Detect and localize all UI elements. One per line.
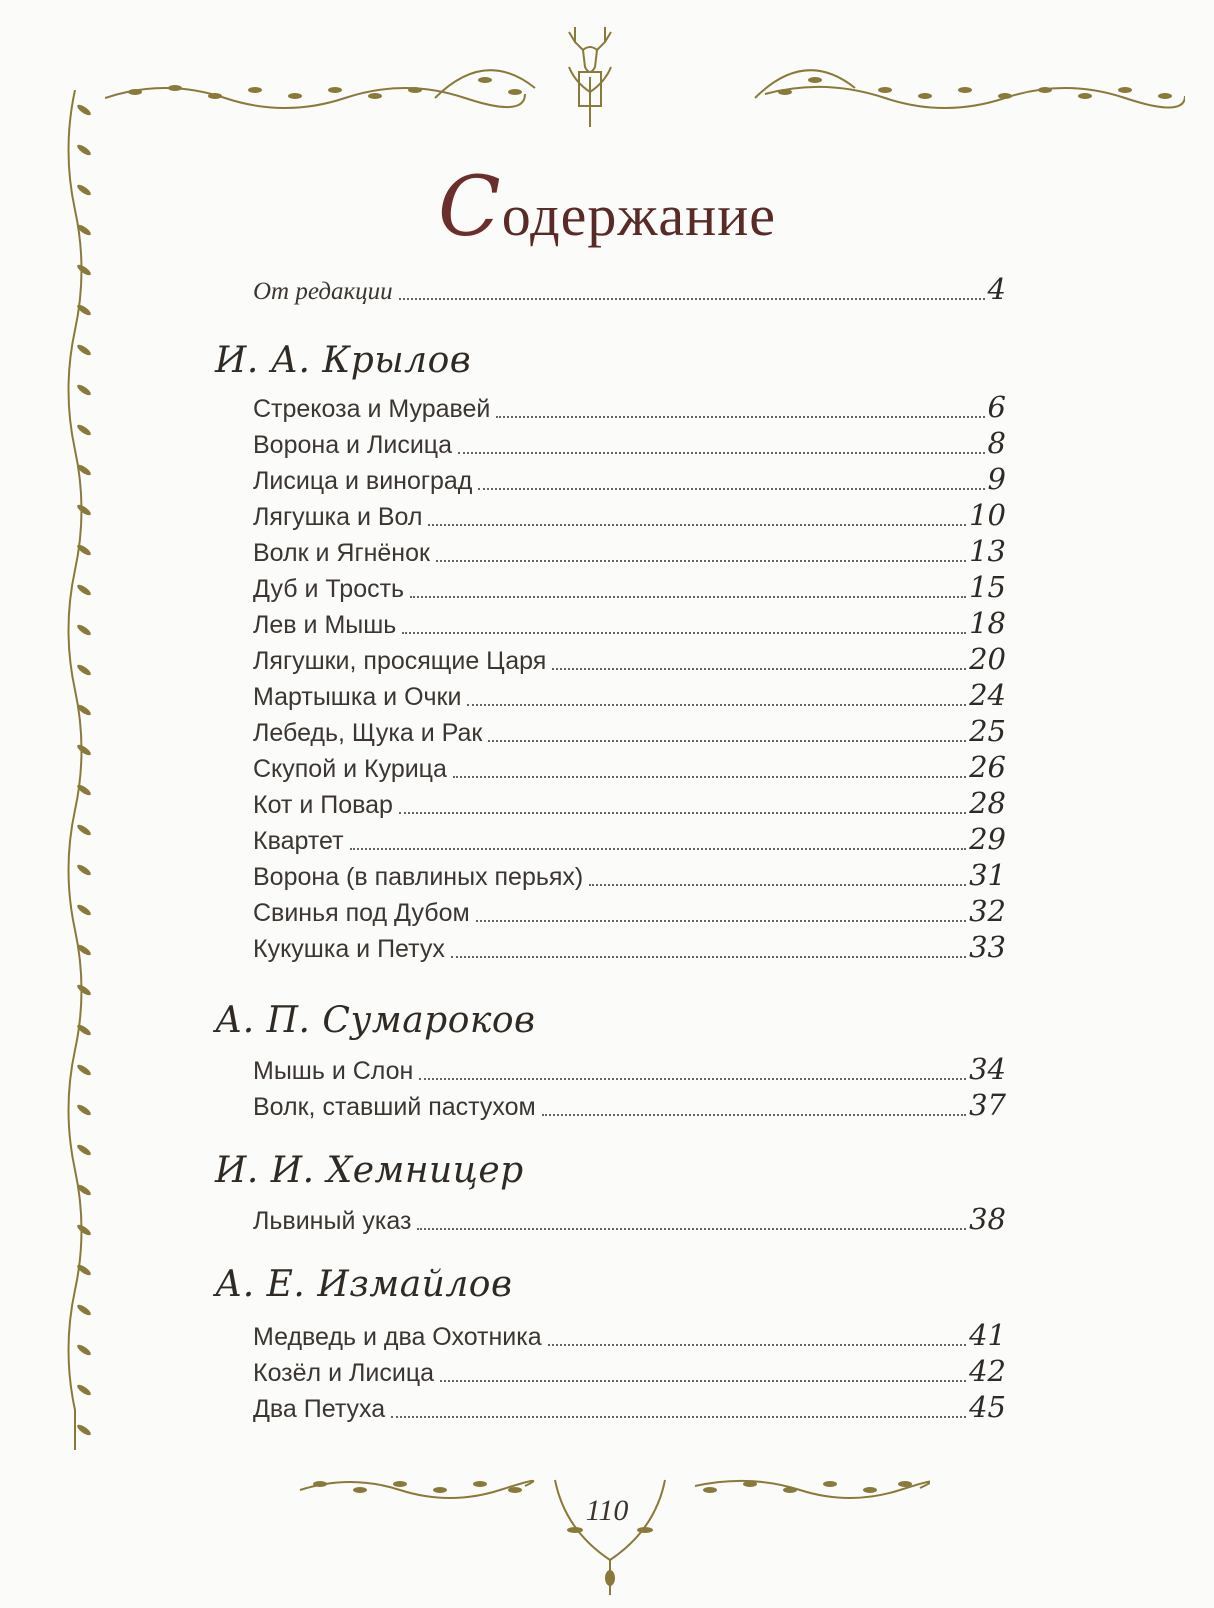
toc-entry-label: Лягушки, просящие Царя [253,647,547,675]
toc-entry[interactable] [253,892,1006,928]
vine-leaf-icon [76,263,93,277]
toc-entry-page: 42 [969,1354,1006,1388]
toc-entry-page: 29 [969,822,1006,856]
vine-leaf-icon [76,623,93,637]
toc-entry-label: Мартышка и Очки [253,683,462,711]
title-rest: одержание [501,183,776,248]
dot-leader [419,1077,966,1080]
dot-leader [548,1343,966,1346]
toc-entry-label: Мышь и Слон [253,1057,414,1085]
toc-entry-page: 13 [969,534,1006,568]
toc-entry[interactable] [253,1352,1006,1388]
dot-leader [552,667,966,670]
dot-leader [410,595,966,598]
toc-entry-page: 28 [969,786,1006,820]
toc-entry[interactable] [253,712,1006,748]
vine-leaf-icon [76,143,93,157]
toc-entry-label: Кот и Повар [253,791,393,819]
toc-entry-label: Волк и Ягнёнок [253,539,430,567]
toc-entry[interactable] [253,676,1006,712]
dot-leader [402,631,966,634]
dot-leader [451,955,966,958]
toc-entry-page: 41 [969,1318,1006,1352]
dot-leader [542,1113,966,1116]
vine-leaf-icon [76,1143,93,1157]
author-heading: И. А. Крылов [215,340,472,381]
vine-leaf-icon [76,1103,93,1117]
toc-entry-page: 15 [969,570,1006,604]
toc-entry[interactable] [253,784,1006,820]
dot-leader [496,415,984,418]
toc-entry-label: Дуб и Трость [253,575,405,603]
toc-entry-page: 34 [969,1052,1006,1086]
toc-entry[interactable] [253,748,1006,784]
toc-entry-page: 9 [987,462,1006,496]
toc-entry-page: 45 [969,1390,1006,1424]
toc-entry-page: 31 [969,858,1006,892]
toc-entry-label: Кукушка и Петух [253,935,445,963]
toc-entry-label: Лебедь, Щука и Рак [253,719,483,747]
vine-leaf-icon [76,383,93,397]
dot-leader [436,559,966,562]
toc-entry-page: 4 [987,272,1006,306]
dot-leader [467,703,966,706]
dot-leader [440,1379,966,1382]
toc-entry-label: Лисица и виноград [253,467,473,495]
toc-entry[interactable] [253,604,1006,640]
vine-leaf-icon [76,1063,93,1077]
dot-leader [391,1415,966,1418]
toc-entry-label: От редакции [253,278,393,305]
toc-entry-page: 20 [969,642,1006,676]
toc-entry[interactable] [253,1050,1006,1086]
vine-leaf-icon [76,1223,93,1237]
toc-entry[interactable] [253,496,1006,532]
deer-head-icon [555,22,625,132]
toc-entry-page: 33 [969,930,1006,964]
toc-entry-label: Свинья под Дубом [253,899,470,927]
toc-entry-label: Ворона (в павлиных перьях) [253,863,584,891]
toc-entry-page: 37 [969,1088,1006,1122]
toc-entry-page: 24 [969,678,1006,712]
dot-leader [417,1227,966,1230]
toc-entry-label: Львиный указ [253,1207,412,1235]
toc-entry-label: Лягушка и Вол [253,503,423,531]
toc-entry[interactable] [253,424,1006,460]
vine-leaf-icon [76,903,93,917]
toc-entry-label: Волк, ставший пастухом [253,1093,536,1121]
toc-entry[interactable] [253,1200,1006,1236]
dot-leader [476,919,966,922]
toc-entry-label: Лев и Мышь [253,611,397,639]
toc-entry-page: 8 [987,426,1006,460]
toc-entry[interactable] [253,1316,1006,1352]
toc-entry-label: Квартет [253,827,344,855]
toc-entry-page: 25 [969,714,1006,748]
page-number: 110 [585,1494,629,1527]
title-initial: С [438,160,502,255]
page-title [0,160,1214,255]
toc-entry-intro[interactable] [253,270,1006,306]
toc-entry[interactable] [253,568,1006,604]
author-heading: А. П. Сумароков [215,1000,536,1041]
dot-leader [399,811,966,814]
vine-leaf-icon [76,1383,93,1397]
toc-entry-label: Два Петуха [253,1395,386,1423]
toc-entry-label: Ворона и Лисица [253,431,453,459]
dot-leader [350,847,967,850]
toc-entry[interactable] [253,460,1006,496]
vine-leaf-icon [76,343,93,357]
vine-leaf-icon [76,823,93,837]
toc-entry-label: Стрекоза и Муравей [253,395,491,423]
toc-entry-label: Медведь и два Охотника [253,1323,542,1351]
toc-entry-label: Козёл и Лисица [253,1359,435,1387]
dot-leader [399,297,985,300]
dot-leader [428,523,966,526]
vine-leaf-icon [76,863,93,877]
toc-entry[interactable] [253,1388,1006,1424]
toc-entry-label: Скупой и Курица [253,755,447,783]
toc-entry-page: 26 [969,750,1006,784]
author-heading: А. Е. Измайлов [215,1264,513,1305]
dot-leader [458,451,985,454]
toc-entry-page: 18 [969,606,1006,640]
bottom-vine-ornament-icon [290,1470,930,1600]
vine-leaf-icon [76,743,93,757]
dot-leader [488,739,966,742]
vine-leaf-icon [76,1423,93,1437]
toc-entry-page: 32 [969,894,1006,928]
vine-leaf-icon [76,1343,93,1357]
toc-entry[interactable] [253,1086,1006,1122]
vine-leaf-icon [76,103,93,117]
toc-entry[interactable] [253,820,1006,856]
toc-entry[interactable] [253,388,1006,424]
vine-leaf-icon [76,1303,93,1317]
toc-entry[interactable] [253,856,1006,892]
vine-leaf-icon [76,583,93,597]
dot-leader [589,883,966,886]
toc-entry[interactable] [253,928,1006,964]
toc-entry[interactable] [253,640,1006,676]
top-vine-ornament-icon [105,18,1185,138]
vine-leaf-icon [76,503,93,517]
toc-entry-page: 38 [969,1202,1006,1236]
left-vine-ornament-icon [52,90,98,1450]
vine-leaf-icon [76,423,93,437]
vine-leaf-icon [76,663,93,677]
dot-leader [453,775,966,778]
toc-entry-page: 6 [987,390,1006,424]
toc-entry[interactable] [253,532,1006,568]
dot-leader [478,487,984,490]
author-heading: И. И. Хемницер [215,1150,524,1191]
toc-entry-page: 10 [969,498,1006,532]
vine-leaf-icon [76,983,93,997]
